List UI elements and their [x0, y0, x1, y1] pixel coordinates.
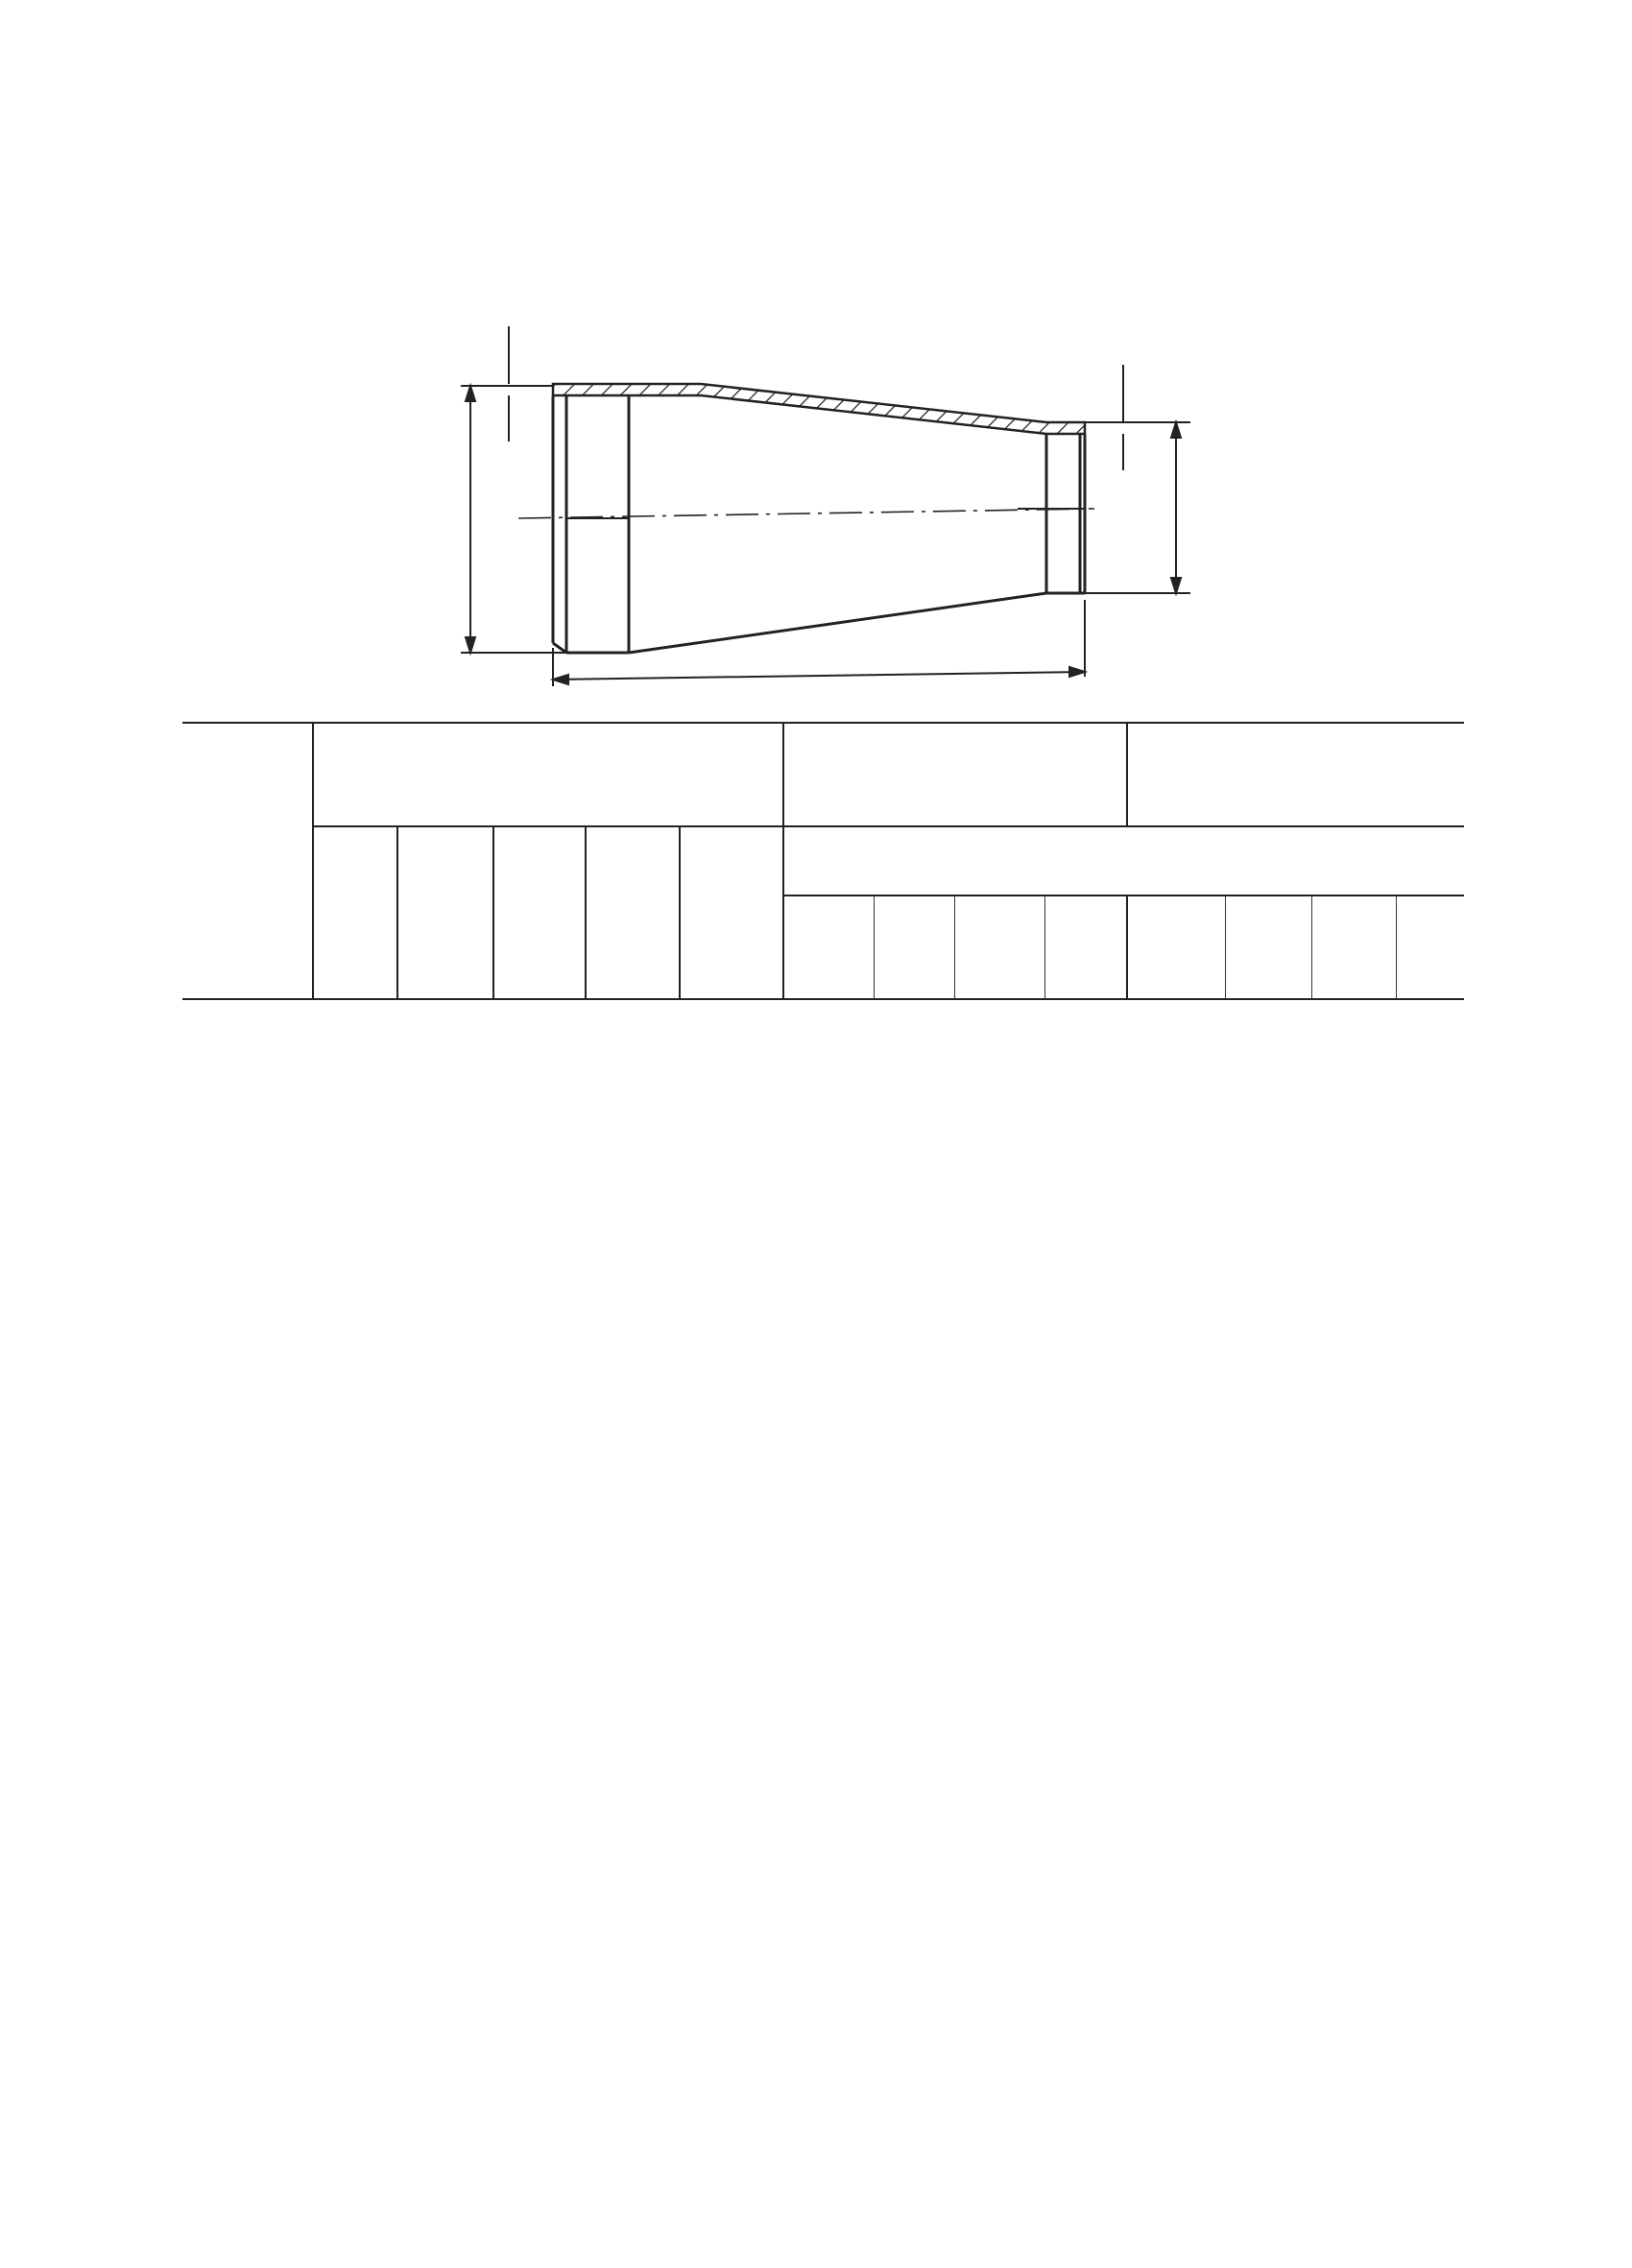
cell-dim — [313, 1100, 397, 1167]
cell-dim — [397, 1401, 493, 1451]
cell-mark — [1127, 1100, 1225, 1167]
group-sizes — [313, 723, 783, 826]
cell-mark — [1225, 1050, 1311, 1100]
cell-mark — [1311, 1568, 1396, 1618]
cell-dim — [397, 1518, 493, 1568]
cell-dim — [586, 1618, 680, 1685]
cell-mark — [954, 1050, 1044, 1100]
pressure-col — [1311, 895, 1396, 999]
table-row — [182, 1217, 1464, 1284]
col-s1 — [493, 826, 586, 999]
cell-mark — [1044, 1451, 1127, 1518]
cell-dim — [313, 1167, 397, 1217]
cell-mark — [1311, 1050, 1396, 1100]
cell-mark — [874, 999, 954, 1050]
cell-dim — [680, 1334, 783, 1401]
cell-mark — [874, 1451, 954, 1518]
cell-dim — [397, 1618, 493, 1685]
cell-mark — [1225, 1451, 1311, 1518]
cell-mark — [783, 1334, 874, 1401]
cell-dim — [680, 1284, 783, 1334]
group-corrosion-2 — [1127, 723, 1464, 826]
cell-proxod — [182, 1167, 313, 1217]
cell-mark — [783, 1401, 874, 1451]
cell-mark — [1396, 1050, 1464, 1100]
cell-proxod — [182, 1284, 313, 1334]
cell-dim — [313, 1518, 397, 1568]
cell-mark — [1127, 1618, 1225, 1685]
cell-dim — [313, 1568, 397, 1618]
cell-dim — [493, 1451, 586, 1518]
cell-dim — [313, 1217, 397, 1284]
cell-mark — [1225, 1100, 1311, 1167]
cell-mark — [1396, 1785, 1464, 1852]
cell-mark — [1396, 1685, 1464, 1735]
cell-dim — [397, 1568, 493, 1618]
cell-mark — [954, 999, 1044, 1050]
cell-mark — [1225, 1618, 1311, 1685]
cell-mark — [1311, 999, 1396, 1050]
cell-mark — [1311, 1284, 1396, 1334]
cell-mark — [1044, 1100, 1127, 1167]
cell-dim — [680, 1401, 783, 1451]
cell-dim — [397, 1451, 493, 1518]
reducer-drawing — [422, 326, 1210, 701]
cell-dim — [680, 1451, 783, 1518]
table-row — [182, 1401, 1464, 1451]
cell-proxod — [182, 1735, 313, 1785]
cell-mark — [874, 1334, 954, 1401]
cell-mark — [874, 1568, 954, 1618]
cell-mark — [1127, 1785, 1225, 1852]
cell-mark — [1127, 1568, 1225, 1618]
cell-dim — [680, 1685, 783, 1735]
cell-mark — [1044, 1284, 1127, 1334]
cell-mark — [783, 1568, 874, 1618]
cell-mark — [954, 1217, 1044, 1284]
cell-dim — [397, 1785, 493, 1852]
cell-mark — [874, 1735, 954, 1785]
pressure-col — [954, 895, 1044, 999]
cell-dim — [313, 1334, 397, 1401]
cell-mark — [1311, 1451, 1396, 1518]
cell-mark — [1311, 1685, 1396, 1735]
cell-proxod — [182, 1217, 313, 1284]
cell-dim — [493, 1685, 586, 1735]
cell-dim — [493, 1518, 586, 1568]
col-length — [680, 826, 783, 999]
cell-dim — [680, 1618, 783, 1685]
table-row — [182, 1785, 1464, 1852]
cell-mark — [874, 1852, 954, 1902]
reducer-table — [182, 722, 1464, 1902]
cell-mark — [1127, 999, 1225, 1050]
cell-mark — [874, 1401, 954, 1451]
cell-mark — [1311, 1852, 1396, 1902]
cell-mark — [1396, 1334, 1464, 1401]
cell-proxod — [182, 1852, 313, 1902]
cell-mark — [874, 1217, 954, 1284]
cell-mark — [1225, 1735, 1311, 1785]
cell-mark — [954, 1685, 1044, 1735]
table-row — [182, 1167, 1464, 1217]
cell-dim — [586, 1451, 680, 1518]
cell-mark — [783, 1167, 874, 1217]
table-row — [182, 1050, 1464, 1100]
cell-mark — [1225, 1518, 1311, 1568]
cell-mark — [954, 1518, 1044, 1568]
cell-dim — [493, 1334, 586, 1401]
cell-proxod — [182, 1334, 313, 1401]
cell-mark — [954, 1852, 1044, 1902]
cell-mark — [1396, 1518, 1464, 1568]
cell-mark — [783, 1685, 874, 1735]
cell-mark — [783, 1100, 874, 1167]
cell-mark — [783, 1852, 874, 1902]
cell-mark — [1127, 1685, 1225, 1735]
cell-dim — [586, 1785, 680, 1852]
cell-mark — [1044, 1217, 1127, 1284]
cell-dim — [586, 1100, 680, 1167]
cell-mark — [1396, 1167, 1464, 1217]
cell-mark — [1396, 1284, 1464, 1334]
cell-mark — [954, 1568, 1044, 1618]
cell-mark — [1396, 1568, 1464, 1618]
col-s2 — [586, 826, 680, 999]
table-row — [182, 999, 1464, 1050]
cell-dim — [586, 1334, 680, 1401]
cell-mark — [1311, 1518, 1396, 1568]
cell-mark — [783, 1735, 874, 1785]
cell-mark — [874, 1050, 954, 1100]
table-row — [182, 1618, 1464, 1685]
cell-mark — [874, 1785, 954, 1852]
cell-dim — [493, 1618, 586, 1685]
pressure-col — [1396, 895, 1464, 999]
cell-mark — [1044, 1167, 1127, 1217]
cell-mark — [1044, 1334, 1127, 1401]
col-proxod — [182, 723, 313, 999]
cell-mark — [1127, 1217, 1225, 1284]
cell-mark — [1396, 1735, 1464, 1785]
reducer-outline — [553, 384, 1085, 653]
cell-mark — [1396, 1451, 1464, 1518]
cell-mark — [1127, 1050, 1225, 1100]
cell-mark — [1311, 1217, 1396, 1284]
cell-mark — [1396, 999, 1464, 1050]
table-row — [182, 1284, 1464, 1334]
cell-mark — [874, 1618, 954, 1685]
cell-mark — [1225, 1401, 1311, 1451]
cell-dim — [493, 1568, 586, 1618]
cell-dim — [493, 1785, 586, 1852]
cell-dim — [493, 1217, 586, 1284]
table-row — [182, 1568, 1464, 1618]
cell-proxod — [182, 1518, 313, 1568]
cell-dim — [313, 1685, 397, 1735]
cell-mark — [1044, 1568, 1127, 1618]
cell-mark — [954, 1618, 1044, 1685]
cell-dim — [586, 1401, 680, 1451]
cell-mark — [954, 1334, 1044, 1401]
cell-mark — [954, 1451, 1044, 1518]
cell-mark — [1311, 1618, 1396, 1685]
cell-proxod — [182, 1618, 313, 1685]
cell-mark — [1044, 1618, 1127, 1685]
cell-mark — [1396, 1401, 1464, 1451]
pressure-col — [1044, 895, 1127, 999]
cell-mark — [1127, 1451, 1225, 1518]
cell-mark — [1044, 1518, 1127, 1568]
cell-mark — [1396, 1217, 1464, 1284]
table-row — [182, 1334, 1464, 1401]
cell-mark — [1311, 1401, 1396, 1451]
cell-mark — [1044, 1685, 1127, 1735]
cell-dim — [680, 1100, 783, 1167]
cell-proxod — [182, 999, 313, 1050]
cell-mark — [1396, 1852, 1464, 1902]
table-row — [182, 1100, 1464, 1167]
cell-dim — [586, 1050, 680, 1100]
cell-mark — [783, 1518, 874, 1568]
cell-mark — [1311, 1100, 1396, 1167]
cell-mark — [1127, 1284, 1225, 1334]
cell-dim — [493, 1735, 586, 1785]
cell-dim — [680, 1167, 783, 1217]
cell-mark — [1225, 1852, 1311, 1902]
cell-mark — [1225, 1167, 1311, 1217]
cell-proxod — [182, 1100, 313, 1167]
table-row — [182, 1518, 1464, 1568]
cell-dim — [397, 1735, 493, 1785]
cell-mark — [1044, 999, 1127, 1050]
cell-proxod — [182, 1451, 313, 1518]
cell-dim — [680, 1852, 783, 1902]
table-row — [182, 1852, 1464, 1902]
cell-dim — [586, 1518, 680, 1568]
cell-mark — [1225, 1284, 1311, 1334]
table-row — [182, 1685, 1464, 1735]
cell-proxod — [182, 1785, 313, 1852]
cell-dim — [397, 1284, 493, 1334]
cell-dim — [680, 1050, 783, 1100]
cell-dim — [680, 1217, 783, 1284]
cell-dim — [680, 1785, 783, 1852]
cell-mark — [1225, 1685, 1311, 1735]
cell-mark — [1311, 1334, 1396, 1401]
cell-dim — [493, 1050, 586, 1100]
cell-dim — [397, 1852, 493, 1902]
cell-dim — [586, 999, 680, 1050]
cell-dim — [313, 1735, 397, 1785]
cell-dim — [493, 999, 586, 1050]
cell-dim — [397, 1167, 493, 1217]
cell-dim — [586, 1685, 680, 1735]
col-dn-inner — [397, 826, 493, 999]
cell-mark — [874, 1685, 954, 1735]
cell-mark — [783, 999, 874, 1050]
cell-mark — [1225, 1217, 1311, 1284]
cell-mark — [1225, 999, 1311, 1050]
cell-dim — [397, 1100, 493, 1167]
cell-dim — [586, 1735, 680, 1785]
pressure-col — [1127, 895, 1225, 999]
cell-dim — [313, 1852, 397, 1902]
cell-dim — [397, 1685, 493, 1735]
cell-dim — [313, 1401, 397, 1451]
cell-dim — [313, 1785, 397, 1852]
table-body — [182, 999, 1464, 1902]
cell-dim — [586, 1852, 680, 1902]
cell-dim — [313, 1618, 397, 1685]
cell-mark — [874, 1167, 954, 1217]
cell-dim — [493, 1401, 586, 1451]
pressure-col — [874, 895, 954, 999]
cell-dim — [680, 1518, 783, 1568]
group-corrosion-1 — [783, 723, 1127, 826]
cell-mark — [1311, 1735, 1396, 1785]
cell-proxod — [182, 1685, 313, 1735]
cell-mark — [954, 1167, 1044, 1217]
cell-mark — [1044, 1401, 1127, 1451]
cell-dim — [680, 1568, 783, 1618]
cell-mark — [783, 1785, 874, 1852]
cell-mark — [954, 1100, 1044, 1167]
cell-mark — [954, 1401, 1044, 1451]
cell-proxod — [182, 1050, 313, 1100]
cell-mark — [783, 1050, 874, 1100]
cell-mark — [954, 1284, 1044, 1334]
cell-dim — [493, 1100, 586, 1167]
cell-dim — [680, 1735, 783, 1785]
cell-mark — [874, 1284, 954, 1334]
cell-dim — [586, 1167, 680, 1217]
cell-dim — [586, 1568, 680, 1618]
cell-proxod — [182, 1401, 313, 1451]
cell-mark — [1044, 1852, 1127, 1902]
cell-mark — [874, 1518, 954, 1568]
cell-dim — [680, 999, 783, 1050]
cell-mark — [1127, 1401, 1225, 1451]
cell-mark — [1044, 1050, 1127, 1100]
cell-dim — [493, 1284, 586, 1334]
cell-mark — [1044, 1735, 1127, 1785]
pressure-col — [1225, 895, 1311, 999]
col-dn-outer — [313, 826, 397, 999]
cell-mark — [874, 1100, 954, 1167]
cell-mark — [1127, 1334, 1225, 1401]
cell-mark — [1225, 1785, 1311, 1852]
cell-mark — [1127, 1518, 1225, 1568]
cell-dim — [493, 1852, 586, 1902]
cell-dim — [313, 1451, 397, 1518]
cell-dim — [313, 1050, 397, 1100]
cell-mark — [1396, 1100, 1464, 1167]
cell-dim — [397, 1334, 493, 1401]
cell-mark — [954, 1735, 1044, 1785]
cell-mark — [783, 1451, 874, 1518]
cell-dim — [313, 999, 397, 1050]
cell-mark — [1127, 1852, 1225, 1902]
cell-mark — [1044, 1785, 1127, 1852]
cell-mark — [783, 1284, 874, 1334]
cell-dim — [586, 1217, 680, 1284]
pressure-header — [783, 826, 1464, 895]
cell-mark — [1311, 1167, 1396, 1217]
cell-mark — [783, 1217, 874, 1284]
cell-mark — [783, 1618, 874, 1685]
cell-dim — [313, 1284, 397, 1334]
pressure-col — [783, 895, 874, 999]
cell-mark — [1396, 1618, 1464, 1685]
cell-mark — [1127, 1167, 1225, 1217]
cell-mark — [1225, 1334, 1311, 1401]
cell-proxod — [182, 1568, 313, 1618]
cell-mark — [954, 1785, 1044, 1852]
cell-dim — [397, 1050, 493, 1100]
cell-mark — [1127, 1735, 1225, 1785]
cell-dim — [586, 1284, 680, 1334]
cell-dim — [397, 1217, 493, 1284]
cell-dim — [493, 1167, 586, 1217]
cell-dim — [397, 999, 493, 1050]
table-row — [182, 1451, 1464, 1518]
table-row — [182, 1735, 1464, 1785]
cell-mark — [1311, 1785, 1396, 1852]
cell-mark — [1225, 1568, 1311, 1618]
